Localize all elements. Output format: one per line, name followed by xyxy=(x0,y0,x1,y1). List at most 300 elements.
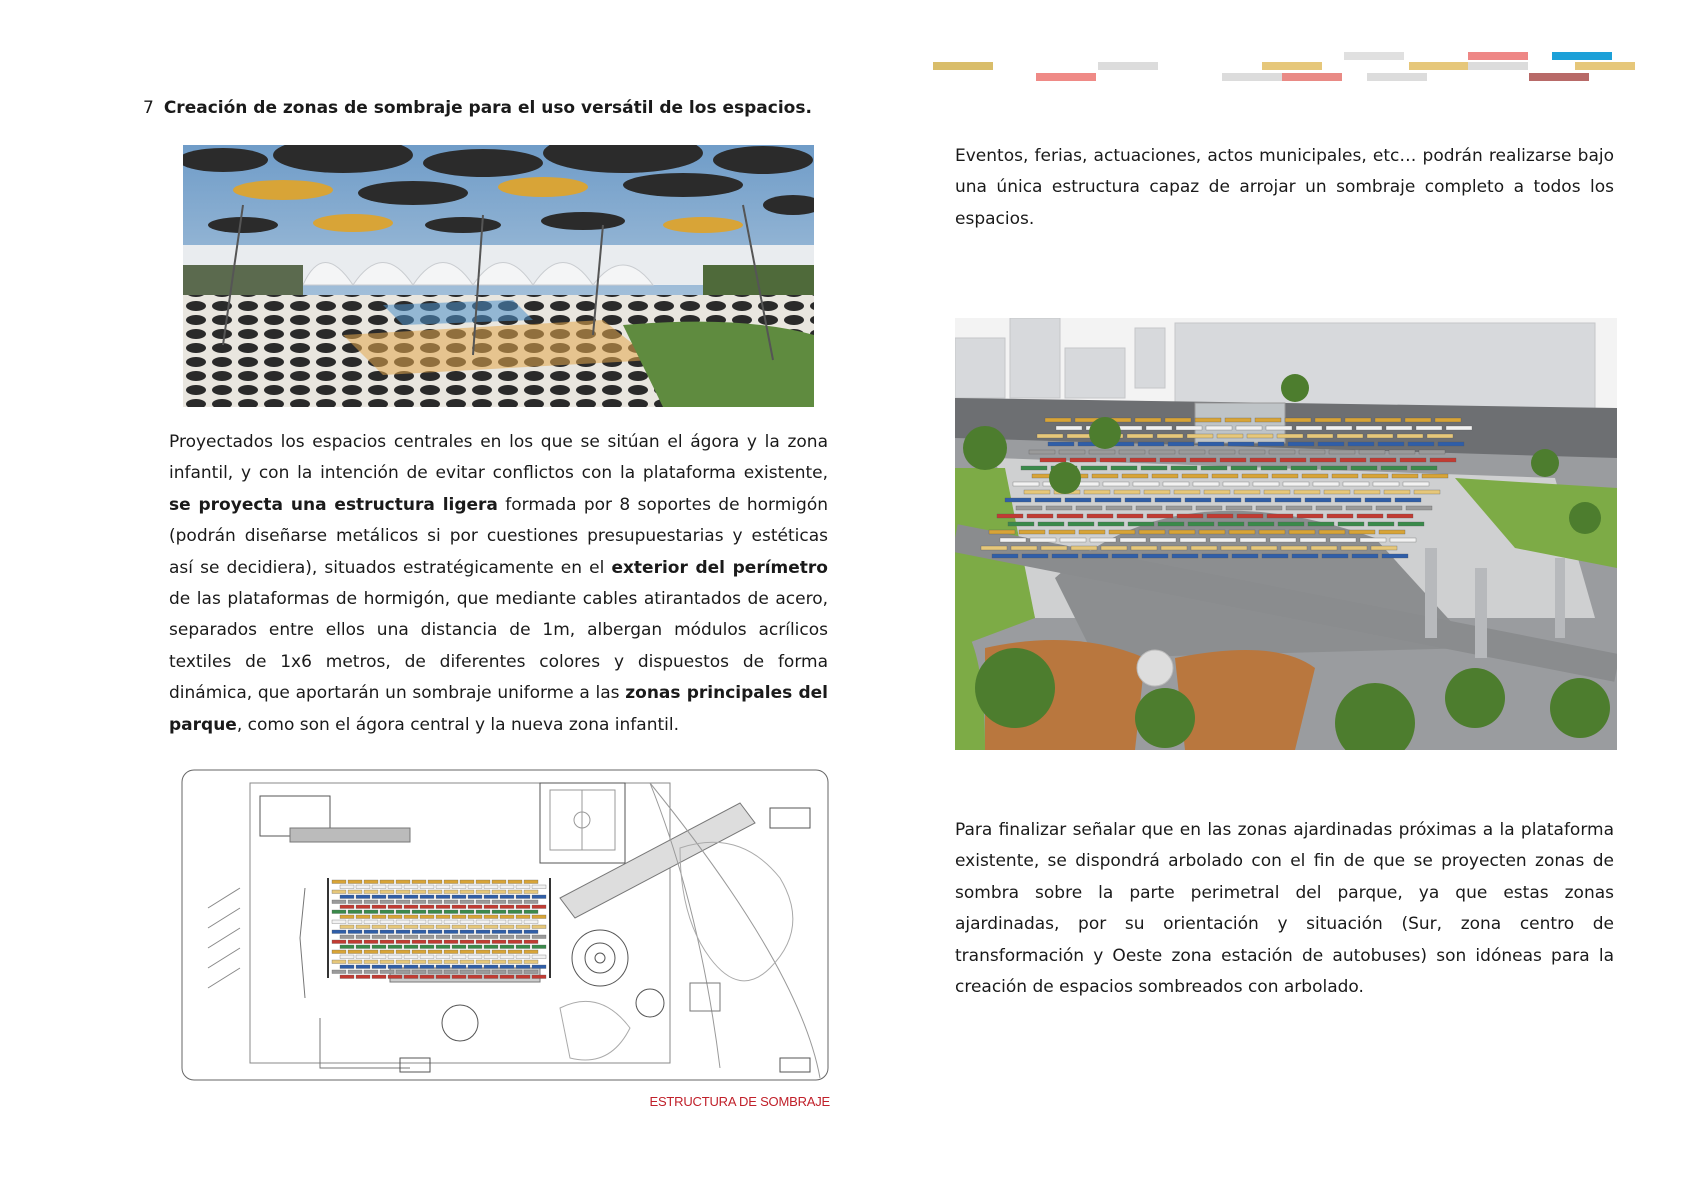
shade-module xyxy=(1188,522,1214,526)
shade-module xyxy=(1155,498,1181,502)
shade-module xyxy=(1419,450,1445,454)
shade-module xyxy=(476,880,490,884)
shade-module xyxy=(516,895,530,899)
shade-module xyxy=(1231,466,1257,470)
shade-module xyxy=(1435,418,1461,422)
shade-module xyxy=(388,915,402,919)
shade-module xyxy=(1280,458,1306,462)
shade-module xyxy=(532,965,546,969)
shade-module xyxy=(428,950,442,954)
shade-module xyxy=(1103,482,1129,486)
shade-module xyxy=(460,930,474,934)
shade-module xyxy=(1106,506,1132,510)
shade-module xyxy=(989,530,1015,534)
shade-module xyxy=(388,925,402,929)
header-strip xyxy=(1262,62,1322,70)
shade-module xyxy=(1337,434,1363,438)
shade-module xyxy=(1422,474,1448,478)
shade-module xyxy=(364,960,378,964)
shade-module xyxy=(444,950,458,954)
shade-module xyxy=(404,935,418,939)
shade-module xyxy=(1038,522,1064,526)
shade-module xyxy=(1406,506,1432,510)
shade-module xyxy=(1150,538,1176,542)
shade-module xyxy=(1089,450,1115,454)
shade-module xyxy=(396,890,410,894)
shade-module xyxy=(1427,434,1453,438)
shade-module xyxy=(1343,482,1369,486)
shade-module xyxy=(468,885,482,889)
shade-module xyxy=(508,920,522,924)
shade-module xyxy=(508,960,522,964)
shade-module xyxy=(436,935,450,939)
shade-module xyxy=(1199,530,1225,534)
shade-module xyxy=(420,945,434,949)
shade-module xyxy=(380,880,394,884)
shade-module xyxy=(1341,546,1367,550)
shade-module xyxy=(1248,522,1274,526)
canopy-disk xyxy=(425,217,501,233)
shade-module xyxy=(1013,482,1039,486)
section-number: 7 xyxy=(143,98,154,118)
shade-module xyxy=(492,910,506,914)
shade-module xyxy=(436,905,450,909)
shade-module xyxy=(436,885,450,889)
shade-module xyxy=(1318,442,1344,446)
shade-module xyxy=(1386,426,1412,430)
shade-module xyxy=(1177,514,1203,518)
shade-module xyxy=(404,885,418,889)
shade-module xyxy=(500,895,514,899)
shade-module xyxy=(452,955,466,959)
shade-module xyxy=(1209,450,1235,454)
shade-module xyxy=(516,965,530,969)
shade-module xyxy=(1090,538,1116,542)
shade-module xyxy=(484,965,498,969)
shade-module xyxy=(1387,514,1413,518)
shade-module xyxy=(1046,506,1072,510)
shade-module xyxy=(500,905,514,909)
shade-module xyxy=(348,890,362,894)
shade-module xyxy=(1359,450,1385,454)
shade-module xyxy=(516,975,530,979)
shade-module xyxy=(476,940,490,944)
shade-module xyxy=(1030,538,1056,542)
shade-module xyxy=(516,935,530,939)
shade-module xyxy=(1146,426,1172,430)
shade-module xyxy=(420,975,434,979)
shade-module xyxy=(1352,554,1378,558)
shade-module xyxy=(1120,538,1146,542)
shade-module xyxy=(396,970,410,974)
shade-module xyxy=(1397,434,1423,438)
canopy-disk xyxy=(208,217,278,233)
shade-module xyxy=(468,965,482,969)
emphasis-text: exterior del perímetro xyxy=(611,557,828,578)
shade-module xyxy=(1157,434,1183,438)
shade-module xyxy=(428,890,442,894)
shade-module xyxy=(1395,498,1421,502)
shade-module xyxy=(1322,554,1348,558)
shade-module xyxy=(1098,522,1124,526)
shade-module xyxy=(1056,426,1082,430)
shade-module xyxy=(1345,418,1371,422)
shade-module xyxy=(460,880,474,884)
shade-module xyxy=(1179,450,1205,454)
shade-module xyxy=(508,950,522,954)
shade-module xyxy=(1403,482,1429,486)
shade-module xyxy=(484,975,498,979)
shade-module xyxy=(380,960,394,964)
shade-module xyxy=(396,930,410,934)
shade-module xyxy=(444,880,458,884)
shade-module xyxy=(476,890,490,894)
shade-module xyxy=(404,905,418,909)
shade-module xyxy=(1101,546,1127,550)
shade-module xyxy=(1217,434,1243,438)
shade-module xyxy=(372,955,386,959)
shade-module xyxy=(1136,506,1162,510)
shade-module xyxy=(356,925,370,929)
shade-module xyxy=(412,970,426,974)
shade-module xyxy=(1236,426,1262,430)
shade-module xyxy=(1360,538,1386,542)
shade-module xyxy=(1024,490,1050,494)
shade-module xyxy=(1172,554,1198,558)
shade-module xyxy=(1152,474,1178,478)
shade-module xyxy=(452,915,466,919)
shade-module xyxy=(1446,426,1472,430)
shade-module xyxy=(1087,514,1113,518)
shade-module xyxy=(516,885,530,889)
shade-module xyxy=(380,890,394,894)
emphasis-text: zonas principales del parque xyxy=(169,683,828,735)
shade-module xyxy=(356,945,370,949)
shade-module xyxy=(1264,490,1290,494)
shade-module xyxy=(1206,426,1232,430)
shade-module xyxy=(332,950,346,954)
shade-module xyxy=(532,945,546,949)
shade-module xyxy=(1405,418,1431,422)
shade-module xyxy=(492,900,506,904)
shade-module xyxy=(348,880,362,884)
shade-module xyxy=(460,970,474,974)
shade-module xyxy=(428,970,442,974)
canopy-disk xyxy=(623,173,743,197)
shade-module xyxy=(340,955,354,959)
shade-module xyxy=(492,970,506,974)
shade-module xyxy=(356,935,370,939)
shade-module xyxy=(524,910,538,914)
shade-module xyxy=(1059,450,1085,454)
shade-module xyxy=(1338,522,1364,526)
shade-module xyxy=(1112,554,1138,558)
shade-module xyxy=(1128,522,1154,526)
shade-module xyxy=(380,970,394,974)
shade-module xyxy=(508,970,522,974)
shade-module xyxy=(1011,546,1037,550)
shade-module xyxy=(428,940,442,944)
shade-module xyxy=(1119,450,1145,454)
shade-module xyxy=(348,920,362,924)
shade-module xyxy=(1057,514,1083,518)
shade-module xyxy=(492,930,506,934)
shade-module xyxy=(1305,498,1331,502)
shade-module xyxy=(1289,530,1315,534)
shade-module xyxy=(340,935,354,939)
shade-module xyxy=(1016,506,1042,510)
shade-module xyxy=(1163,482,1189,486)
shade-module xyxy=(468,905,482,909)
shade-module xyxy=(1229,530,1255,534)
header-strip xyxy=(1367,73,1427,81)
shade-module xyxy=(396,880,410,884)
canopy-disk xyxy=(313,214,393,232)
shade-module xyxy=(1242,474,1268,478)
shade-module xyxy=(1125,498,1151,502)
shade-module xyxy=(340,945,354,949)
shade-module xyxy=(1095,498,1121,502)
shade-module xyxy=(484,955,498,959)
shade-module xyxy=(524,880,538,884)
shade-module xyxy=(492,950,506,954)
shade-module xyxy=(508,880,522,884)
shade-module xyxy=(1351,466,1377,470)
shade-module xyxy=(1158,522,1184,526)
shade-module xyxy=(420,925,434,929)
shade-module xyxy=(412,960,426,964)
shade-module xyxy=(444,890,458,894)
shade-module xyxy=(428,900,442,904)
shade-module xyxy=(356,975,370,979)
shade-module xyxy=(332,890,346,894)
shade-module xyxy=(997,514,1023,518)
body-paragraph-right-top: Eventos, ferias, actuaciones, actos municipales, etc… podrán realizarse bajo una única estructura capaz de arrojar un sombraje completo a todos los espacios. xyxy=(955,146,1614,229)
shade-module xyxy=(1319,530,1345,534)
shade-module xyxy=(364,890,378,894)
shade-module xyxy=(516,915,530,919)
shade-module xyxy=(332,940,346,944)
shade-module xyxy=(340,905,354,909)
shade-module xyxy=(420,935,434,939)
shade-module xyxy=(1382,554,1408,558)
shade-module xyxy=(1390,538,1416,542)
shade-module xyxy=(1147,514,1173,518)
shade-module xyxy=(1165,418,1191,422)
shade-module xyxy=(524,940,538,944)
shade-module xyxy=(532,915,546,919)
shade-module xyxy=(1327,514,1353,518)
shade-module xyxy=(1365,498,1391,502)
shade-module xyxy=(508,890,522,894)
shade-module xyxy=(1335,498,1361,502)
shade-module xyxy=(524,920,538,924)
shade-module xyxy=(1316,506,1342,510)
shade-module xyxy=(468,925,482,929)
shade-module xyxy=(1324,490,1350,494)
shade-module xyxy=(444,960,458,964)
shade-module xyxy=(380,920,394,924)
shade-module xyxy=(1176,426,1202,430)
shade-module xyxy=(364,910,378,914)
shade-module xyxy=(1270,538,1296,542)
shade-module xyxy=(444,970,458,974)
shade-module xyxy=(1373,482,1399,486)
aerial-render xyxy=(955,318,1617,750)
shade-module xyxy=(332,920,346,924)
shade-module xyxy=(412,930,426,934)
shade-module xyxy=(532,935,546,939)
shade-module xyxy=(380,900,394,904)
shade-module xyxy=(460,910,474,914)
shade-module xyxy=(1210,538,1236,542)
shade-module xyxy=(420,965,434,969)
shade-module xyxy=(1430,458,1456,462)
shade-module xyxy=(436,965,450,969)
shade-module xyxy=(444,920,458,924)
shade-module xyxy=(396,960,410,964)
shade-module xyxy=(492,920,506,924)
shade-module xyxy=(1378,442,1404,446)
shade-module xyxy=(516,925,530,929)
shade-module xyxy=(404,925,418,929)
shade-module xyxy=(444,910,458,914)
shade-module xyxy=(348,930,362,934)
shade-module xyxy=(981,546,1007,550)
shade-module xyxy=(1142,554,1168,558)
shade-module xyxy=(1022,554,1048,558)
shade-module xyxy=(1275,498,1301,502)
shade-module xyxy=(452,935,466,939)
shade-module xyxy=(516,955,530,959)
shade-module xyxy=(1035,498,1061,502)
shade-module xyxy=(1267,514,1293,518)
shade-module xyxy=(1296,426,1322,430)
shade-module xyxy=(388,945,402,949)
shade-module xyxy=(1187,434,1213,438)
shade-module xyxy=(1180,538,1206,542)
shade-module xyxy=(500,955,514,959)
shade-module xyxy=(460,940,474,944)
body-text: Proyectados los espacios centrales en los que se sitúan el ágora y la zona infantil, y con la intención de evitar conflictos con la plataforma existente, xyxy=(169,432,828,484)
shade-module xyxy=(1356,426,1382,430)
shade-module xyxy=(468,895,482,899)
shade-module xyxy=(388,905,402,909)
shade-module xyxy=(1131,546,1157,550)
shade-module xyxy=(1182,474,1208,478)
shade-module xyxy=(364,920,378,924)
shade-module xyxy=(356,905,370,909)
shade-module xyxy=(340,965,354,969)
shade-module xyxy=(1286,506,1312,510)
header-strip xyxy=(1575,62,1635,70)
shade-module xyxy=(1262,554,1288,558)
shade-module xyxy=(484,915,498,919)
shade-module xyxy=(1297,514,1323,518)
shade-module xyxy=(1130,458,1156,462)
shade-module xyxy=(524,970,538,974)
shade-module xyxy=(532,975,546,979)
shade-module xyxy=(452,905,466,909)
header-strip xyxy=(1036,73,1096,81)
shade-module xyxy=(1340,458,1366,462)
shade-module xyxy=(500,975,514,979)
shade-module xyxy=(380,940,394,944)
shade-module xyxy=(1237,514,1263,518)
shade-module xyxy=(1330,538,1356,542)
shade-module xyxy=(1277,434,1303,438)
shade-module xyxy=(1392,474,1418,478)
shade-module xyxy=(364,950,378,954)
shade-module xyxy=(1329,450,1355,454)
shade-module xyxy=(1438,442,1464,446)
shade-module xyxy=(1092,474,1118,478)
shade-module xyxy=(420,895,434,899)
shade-module xyxy=(428,880,442,884)
shade-module xyxy=(404,915,418,919)
shade-module xyxy=(1212,474,1238,478)
shade-module xyxy=(508,940,522,944)
header-strip xyxy=(933,62,993,70)
shade-module xyxy=(1149,450,1175,454)
shade-module xyxy=(1168,442,1194,446)
shade-module xyxy=(516,945,530,949)
shade-module xyxy=(1255,418,1281,422)
shade-module xyxy=(1081,466,1107,470)
shade-module xyxy=(340,885,354,889)
header-strip xyxy=(1098,62,1158,70)
shade-module xyxy=(420,955,434,959)
shade-module xyxy=(1367,434,1393,438)
canopy-disk xyxy=(498,177,588,197)
shade-module xyxy=(372,935,386,939)
header-strip xyxy=(1344,52,1404,60)
shade-module xyxy=(436,925,450,929)
shade-module xyxy=(508,900,522,904)
canopy-disk xyxy=(713,146,813,174)
shade-module xyxy=(1375,418,1401,422)
shade-module xyxy=(1048,442,1074,446)
shade-module xyxy=(1027,514,1053,518)
shade-module xyxy=(1315,418,1341,422)
body-text: de las plataformas de hormigón, que mediante cables atirantados de acero, separados entre ellos una distancia de 1m, albergan módulos acrílicos textiles de 1x6 metros, de diferentes colores y dispuestos de forma dinámica, que aportarán un sombraje uniforme a las xyxy=(169,589,828,704)
shade-module xyxy=(1144,490,1170,494)
shade-module xyxy=(508,930,522,934)
shade-module xyxy=(484,935,498,939)
shade-module xyxy=(476,950,490,954)
shade-module xyxy=(404,965,418,969)
shade-module xyxy=(1225,418,1251,422)
shade-module xyxy=(1202,554,1228,558)
shade-module xyxy=(1381,466,1407,470)
shade-module xyxy=(436,895,450,899)
shade-module xyxy=(532,925,546,929)
shade-module xyxy=(1376,506,1402,510)
canopy-photo xyxy=(183,145,814,407)
shade-module xyxy=(356,915,370,919)
shade-module xyxy=(1278,522,1304,526)
shade-module xyxy=(1076,506,1102,510)
shade-module xyxy=(1040,458,1066,462)
shade-module xyxy=(1348,442,1374,446)
body-text: formada por 8 soportes de hormigón (podrán diseñarse metálicos si por cuestiones presupuestarias y estéticas así se decidiera), situados estratégicamente en el xyxy=(169,494,828,578)
shade-module xyxy=(1416,426,1442,430)
shade-module xyxy=(476,970,490,974)
body-paragraph-right-bottom: Para finalizar señalar que en las zonas ajardinadas próximas a la plataforma existente, se dispondrá arbolado con el fin de que se proyecten zonas de sombra sobre la parte perimetral del parque, ya que estas zonas ajardinadas, por su orientación y situación (Sur, zona centro de transformación y Oeste zona estación de autobuses) son idóneas para la creación de espacios sombreados con arbolado. xyxy=(955,820,1614,998)
shade-module xyxy=(500,925,514,929)
site-plan-drawing xyxy=(180,768,830,1082)
shade-module xyxy=(468,975,482,979)
